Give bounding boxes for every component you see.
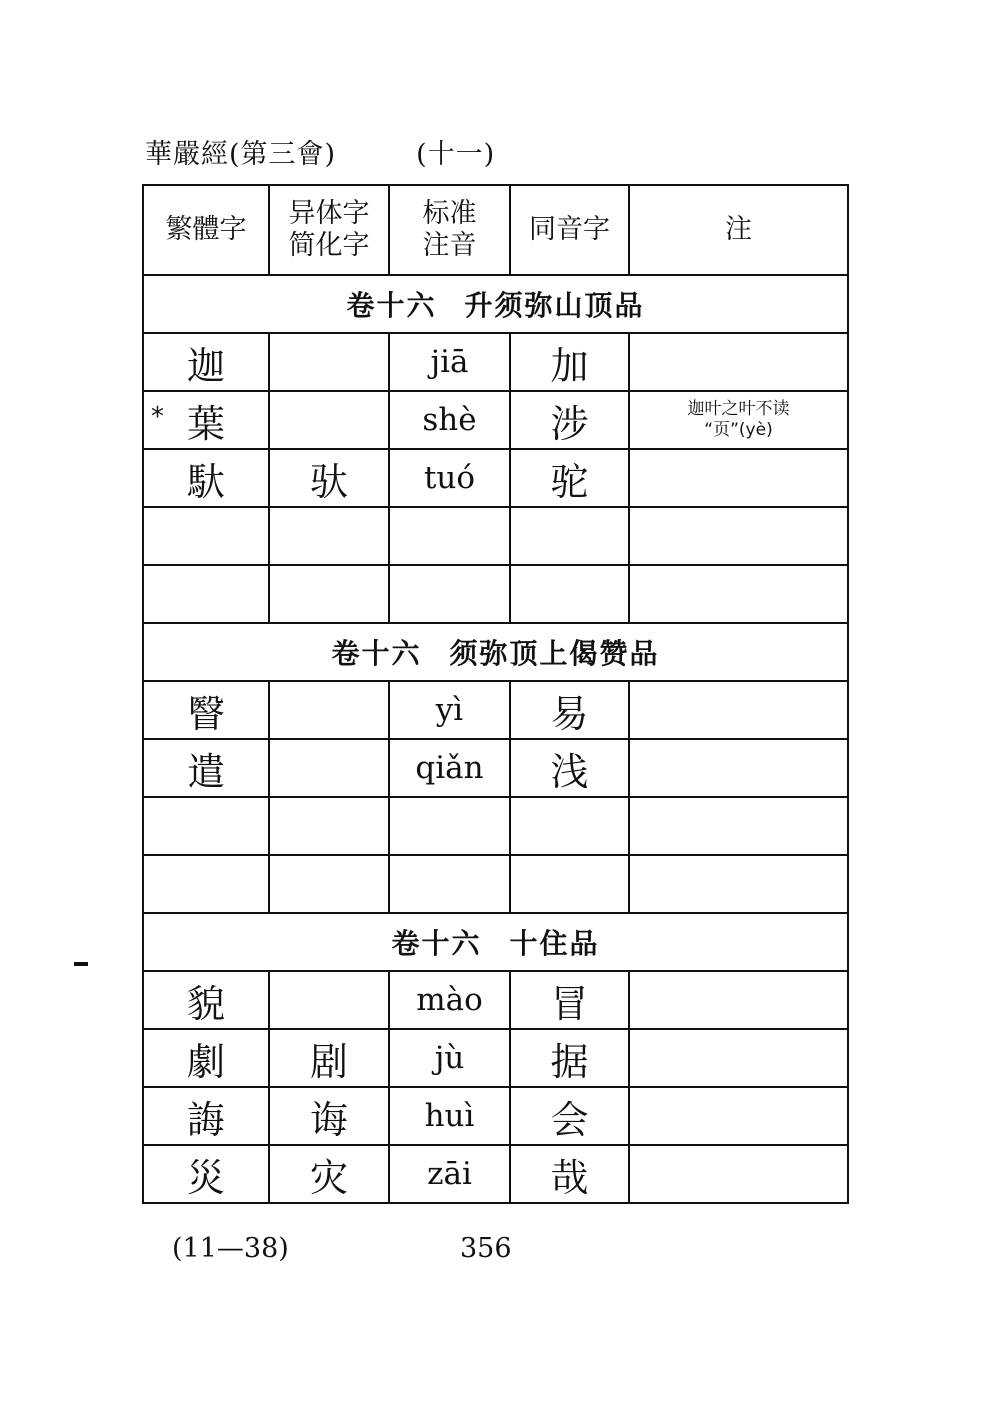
- section-chapter: 十住品: [509, 927, 600, 960]
- pinyin: qiǎn: [389, 739, 510, 797]
- empty-row: [143, 565, 848, 623]
- col-traditional: 繁體字: [143, 185, 269, 275]
- table-row: [143, 739, 848, 797]
- simplified-char: 灾: [269, 1145, 389, 1203]
- homophone-char: 冒: [510, 971, 629, 1029]
- empty-cell: [389, 797, 510, 855]
- simplified-char: 驮: [269, 449, 389, 507]
- pinyin: mào: [389, 971, 510, 1029]
- empty-cell: [510, 565, 629, 623]
- simplified-char: 诲: [269, 1087, 389, 1145]
- margin-mark: [74, 962, 88, 966]
- traditional-char: 貌: [143, 971, 269, 1029]
- note: [629, 681, 848, 739]
- empty-cell: [510, 855, 629, 913]
- traditional-char: 劇: [143, 1029, 269, 1087]
- traditional-char: 迦: [143, 333, 269, 391]
- pinyin: zāi: [389, 1145, 510, 1203]
- empty-row: [143, 855, 848, 913]
- page-number: 356: [460, 1233, 512, 1264]
- col-pinyin-line1: 标准: [422, 198, 477, 229]
- homophone-char: 浅: [510, 739, 629, 797]
- section-title: [143, 275, 848, 333]
- section-chapter: 须弥顶上偈赞品: [449, 637, 660, 670]
- note: [629, 1145, 848, 1203]
- simplified-char: [269, 681, 389, 739]
- table-row: [143, 1029, 848, 1087]
- homophone-char: 涉: [510, 391, 629, 449]
- empty-cell: [269, 507, 389, 565]
- col-pinyin: [389, 185, 510, 275]
- note: [629, 333, 848, 391]
- empty-cell: [510, 797, 629, 855]
- note: [629, 971, 848, 1029]
- page-header: [145, 132, 495, 171]
- table-row: [143, 971, 848, 1029]
- simplified-char: [269, 333, 389, 391]
- traditional-char: 瞖: [143, 681, 269, 739]
- note: [629, 449, 848, 507]
- empty-cell: [389, 507, 510, 565]
- empty-cell: [629, 507, 848, 565]
- empty-cell: [629, 565, 848, 623]
- empty-row: [143, 797, 848, 855]
- pinyin: huì: [389, 1087, 510, 1145]
- empty-cell: [510, 507, 629, 565]
- col-pinyin-line2: 注音: [422, 230, 477, 261]
- empty-cell: [269, 855, 389, 913]
- homophone-char: 易: [510, 681, 629, 739]
- note: [629, 1029, 848, 1087]
- note-line2: “页”(yè): [704, 420, 773, 440]
- book-title: 華嚴經(第三會): [145, 139, 337, 170]
- section-header-row: [143, 275, 848, 333]
- col-variant-line1: 异体字: [288, 198, 370, 229]
- note: [629, 391, 848, 449]
- note: [629, 1087, 848, 1145]
- empty-cell: [629, 855, 848, 913]
- note: [629, 739, 848, 797]
- pinyin: yì: [389, 681, 510, 739]
- empty-cell: [269, 797, 389, 855]
- empty-cell: [143, 507, 269, 565]
- section-title: [143, 913, 848, 971]
- volume-number: (十一): [416, 139, 496, 170]
- character-table: [142, 184, 849, 1204]
- table-row: [143, 449, 848, 507]
- table-row: [143, 1087, 848, 1145]
- traditional-char: 災: [143, 1145, 269, 1203]
- col-variant-line2: 简化字: [288, 230, 370, 261]
- table-row: [143, 681, 848, 739]
- empty-cell: [389, 855, 510, 913]
- asterisk-mark: *: [151, 402, 164, 432]
- homophone-char: 加: [510, 333, 629, 391]
- pinyin: jiā: [389, 333, 510, 391]
- pinyin: tuó: [389, 449, 510, 507]
- traditional-char: 葉: [143, 391, 269, 449]
- homophone-char: 会: [510, 1087, 629, 1145]
- section-volume: 卷十六: [331, 637, 422, 670]
- section-title: [143, 623, 848, 681]
- footer-code: (11—38): [172, 1233, 289, 1264]
- pinyin: shè: [389, 391, 510, 449]
- table-row: [143, 391, 848, 449]
- section-header-row: [143, 913, 848, 971]
- traditional-char: 馱: [143, 449, 269, 507]
- homophone-char: 哉: [510, 1145, 629, 1203]
- simplified-char: [269, 971, 389, 1029]
- homophone-char: 据: [510, 1029, 629, 1087]
- note-line1: 迦叶之叶不读: [687, 399, 790, 419]
- traditional-char: 誨: [143, 1087, 269, 1145]
- section-volume: 卷十六: [346, 289, 437, 322]
- col-variant-simplified: [269, 185, 389, 275]
- homophone-char: 驼: [510, 449, 629, 507]
- pinyin: jù: [389, 1029, 510, 1087]
- table-row: [143, 1145, 848, 1203]
- empty-cell: [143, 855, 269, 913]
- table-row: [143, 333, 848, 391]
- empty-cell: [389, 565, 510, 623]
- col-homophone: 同音字: [510, 185, 629, 275]
- empty-cell: [629, 797, 848, 855]
- traditional-char: 遣: [143, 739, 269, 797]
- simplified-char: 剧: [269, 1029, 389, 1087]
- empty-cell: [143, 797, 269, 855]
- simplified-char: [269, 739, 389, 797]
- col-note: 注: [629, 185, 848, 275]
- section-volume: 卷十六: [391, 927, 482, 960]
- column-header-row: [143, 185, 848, 275]
- empty-row: [143, 507, 848, 565]
- simplified-char: [269, 391, 389, 449]
- section-header-row: [143, 623, 848, 681]
- section-chapter: 升须弥山顶品: [464, 289, 645, 322]
- empty-cell: [143, 565, 269, 623]
- empty-cell: [269, 565, 389, 623]
